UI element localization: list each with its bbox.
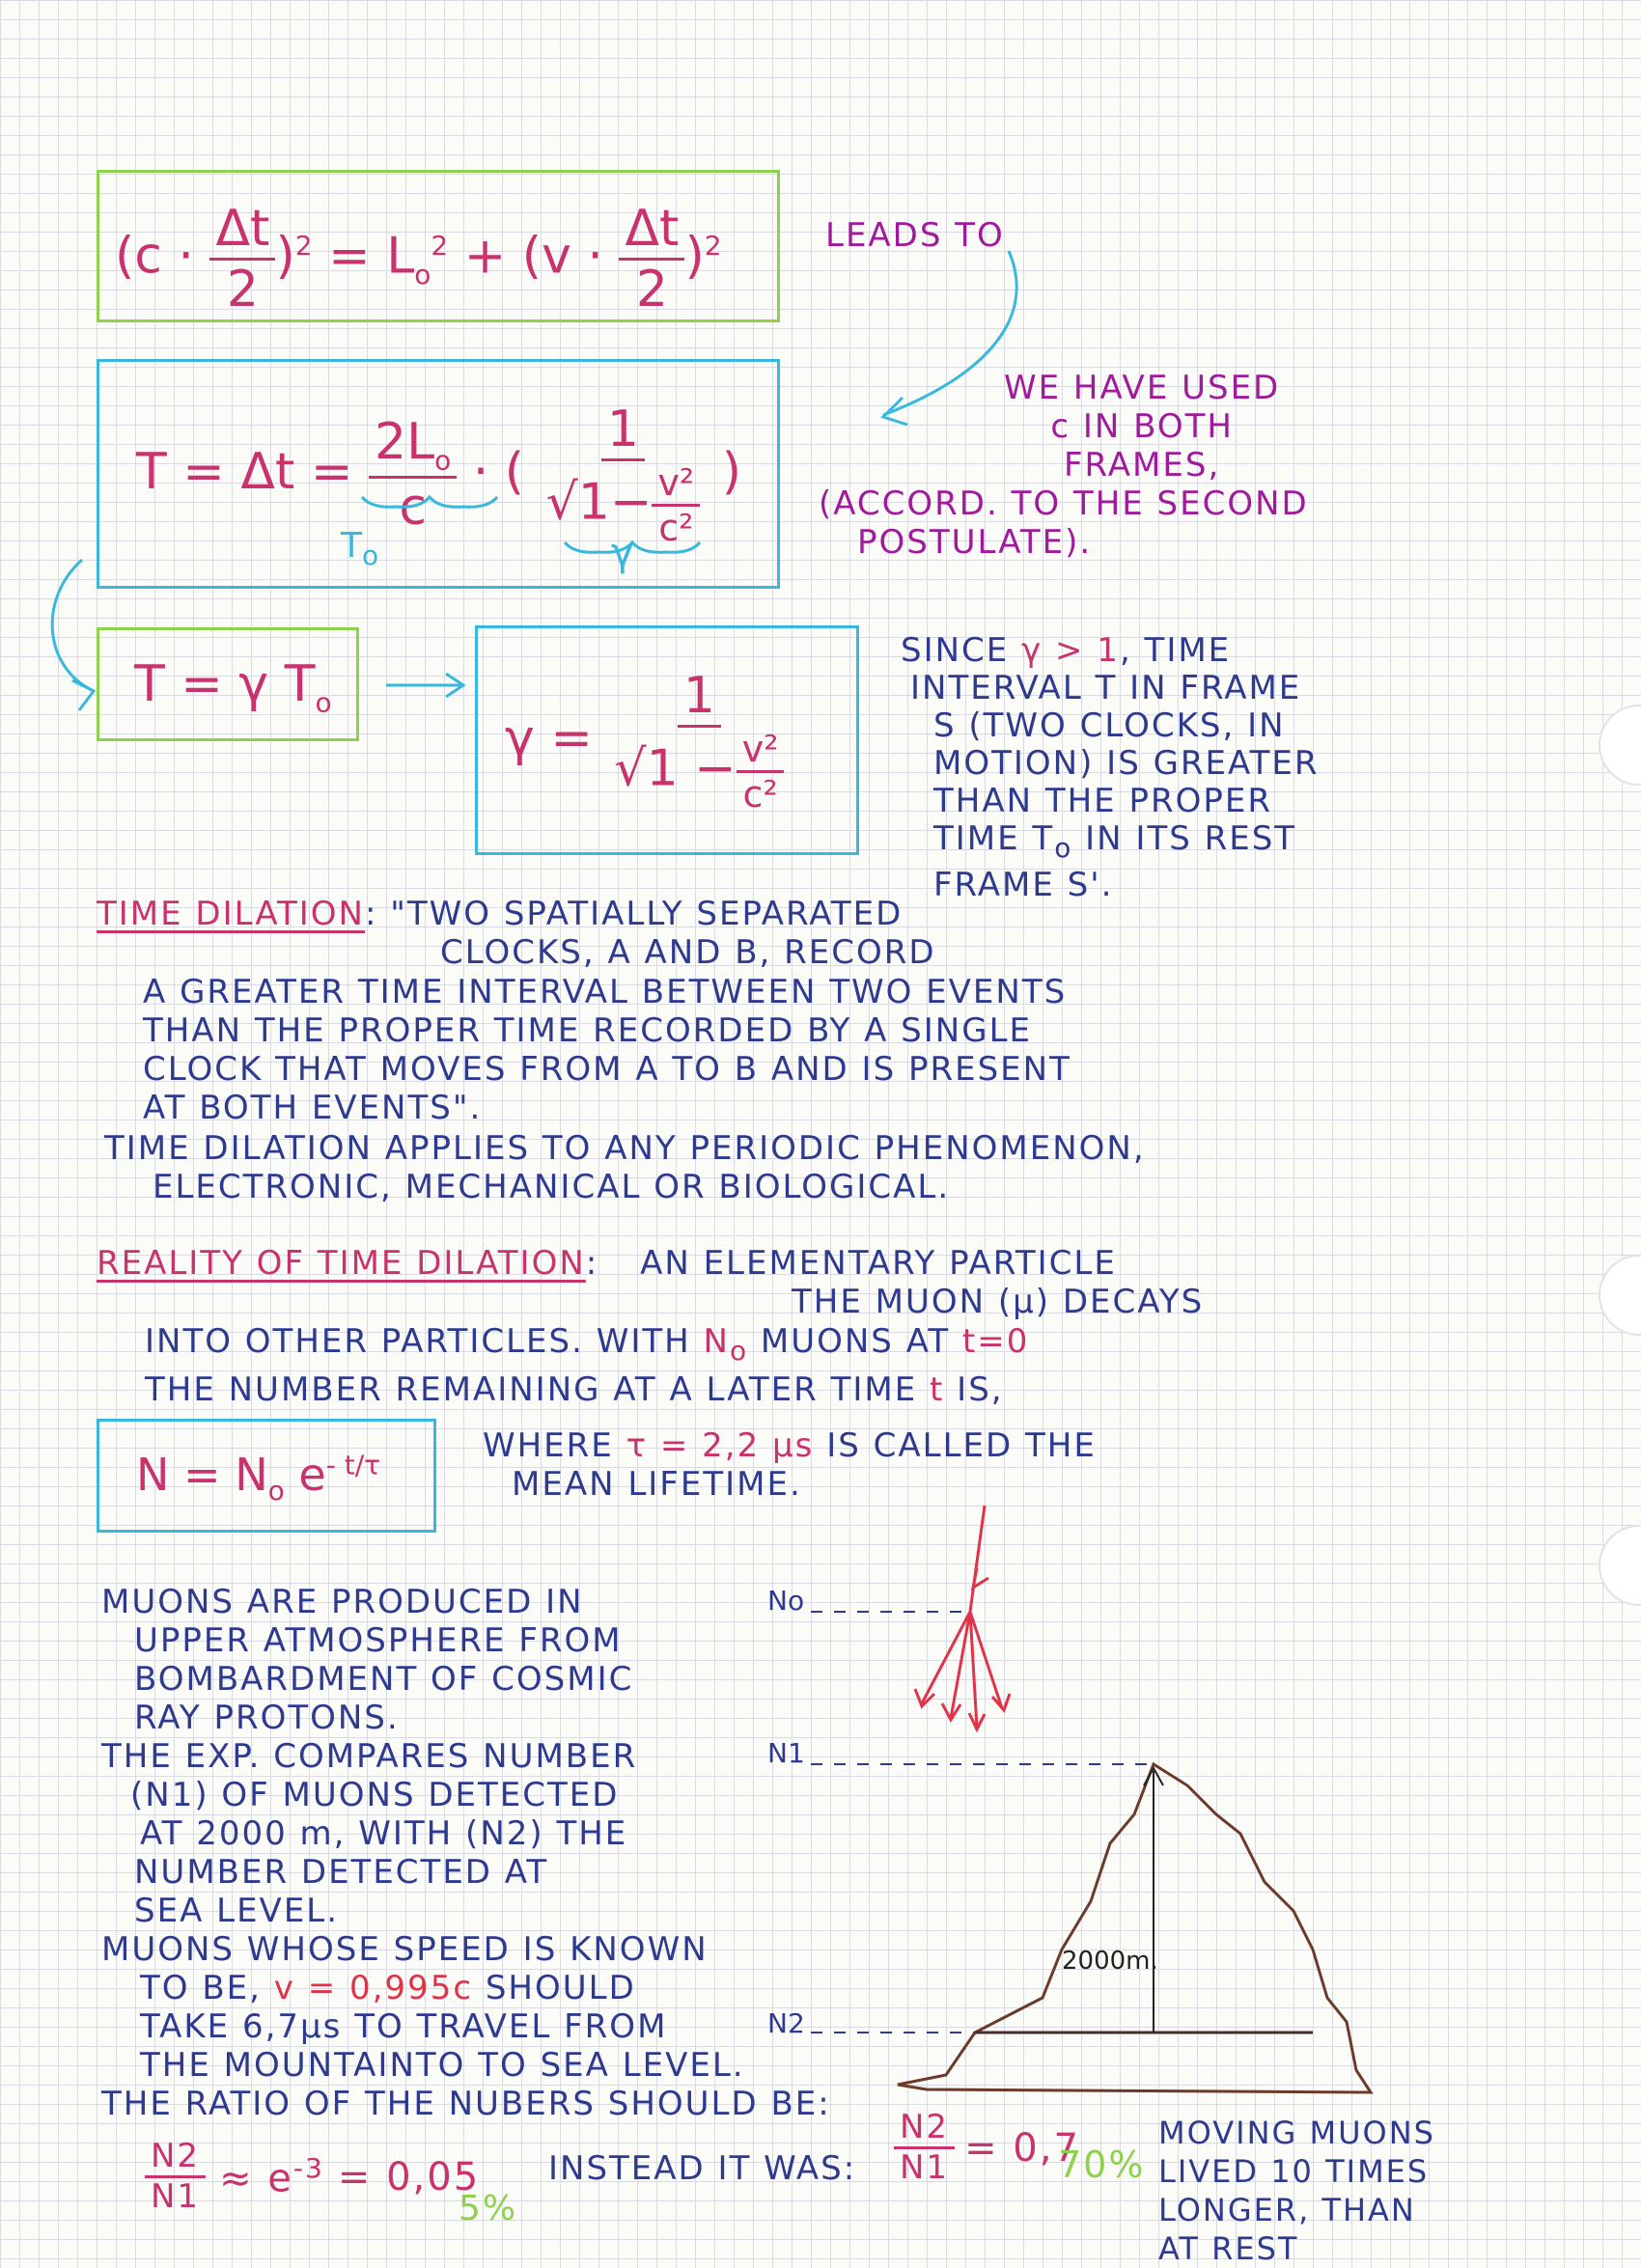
decay-equation: $N = N_o$ $e^{- t/\tau}$ [136,1449,380,1507]
N2-label: N2 [767,2007,805,2039]
time-dilation-heading: TIME DILATION [97,895,365,933]
time-dilation-applies: TIME DILATION APPLIES TO ANY PERIODIC PHENOMENON, ELECTRONIC, MECHANICAL OR BIOLOGICAL. [104,1129,1146,1206]
equation-2: T = Δt = $\frac{2L_o}{c}$ · ( 1 √1− $\frac{\text{v²}}{\text{c²}}$ ) [136,401,741,549]
muons-explanation: MUONS ARE PRODUCED IN UPPER ATMOSPHERE FROM BOMBARDMENT OF COSMIC RAY PROTONS. THE EXP. COMPARES NUMBER (N1) OF MUONS DETECTED AT 2000 m, WITH (N2) THE NUMBER DETECTED AT SEA LEVEL. MUONS WHOSE SPEED IS KNOWN TO BE, v = 0,995c SHOULD TAKE 6,7μs TO TRAVEL FROM THE MOUNTAINTO TO SEA LEVEL. THE RATIO OF THE NUBERS SHOULD BE: [101,1583,831,2123]
equation-1: (c · $\frac{\Delta t}{2}$ )$^2 = L_o^2 + (v$ · $\frac{\Delta t}{2}$ )$^2$ [115,200,722,318]
equation-4: γ = 1 √1 − $\frac{\text{v²}}{\text{c²}}$ [505,667,790,816]
time-dilation-section: TIME DILATION: "TWO SPATIALLY SEPARATED [97,895,904,933]
actual-ratio: $\frac{N2}{N1}$ = 0,7 [894,2109,1080,2187]
reality-line: THE MUON (μ) DECAYS [792,1283,1205,1321]
time-dilation-quote: A GREATER TIME INTERVAL BETWEEN TWO EVENTS THAN THE PROPER TIME RECORDED BY A SINGLE CLOCK THAT MOVES FROM A TO B AND IS PRESENT AT BOTH EVENTS". [143,973,1071,1127]
expected-percent: 5% [459,2189,518,2228]
height-label: 2000m. [1062,1947,1158,1976]
instead-label: INSTEAD IT WAS: [548,2149,857,2188]
equation-3: T = γ $T_o$ [134,655,332,719]
gamma-label: γ [611,531,634,575]
postulate-note: WE HAVE USED c IN BOTH FRAMES, [1004,369,1281,484]
reality-heading: REALITY OF TIME DILATION [97,1244,586,1283]
leads-to-arrow [883,251,1016,415]
since-gamma-note: SINCE γ > 1, TIME INTERVAL T IN FRAME S (TWO CLOCKS, IN MOTION) IS GREATER THAN THE PROPER TIME $T_o$ IN ITS REST FRAME S'. [901,631,1320,904]
expected-ratio: $\frac{N2}{N1}$ ≈ $e^{-3}$ = 0,05 [145,2138,480,2216]
quote-line: CLOCKS, A AND B, RECORD [440,933,936,972]
mean-lifetime-note: WHERE τ = 2,2 μs IS CALLED THE MEAN LIFETIME. [483,1426,1097,1504]
N1-label: N1 [767,1737,805,1769]
conclusion-note: MOVING MUONS LIVED 10 TIMES LONGER, THAN AT REST [1158,2115,1435,2267]
actual-percent: 70% [1058,2144,1146,2186]
postulate-note-cont: (ACCORD. TO THE SECOND POSTULATE). [819,484,1309,562]
leads-to-note: LEADS TO [825,216,1005,255]
N0-label: No [767,1585,805,1617]
gamma-brace [565,542,700,552]
T0-brace [362,497,497,507]
side-arrow [52,560,92,690]
reality-section: REALITY OF TIME DILATION: AN ELEMENTARY PARTICLE [97,1244,1117,1283]
T0-label: $T_o$ [341,526,379,572]
reality-body: INTO OTHER PARTICLES. WITH $N_o$ MUONS AT t=0 THE NUMBER REMAINING AT A LATER TIME t IS, [145,1322,1030,1409]
